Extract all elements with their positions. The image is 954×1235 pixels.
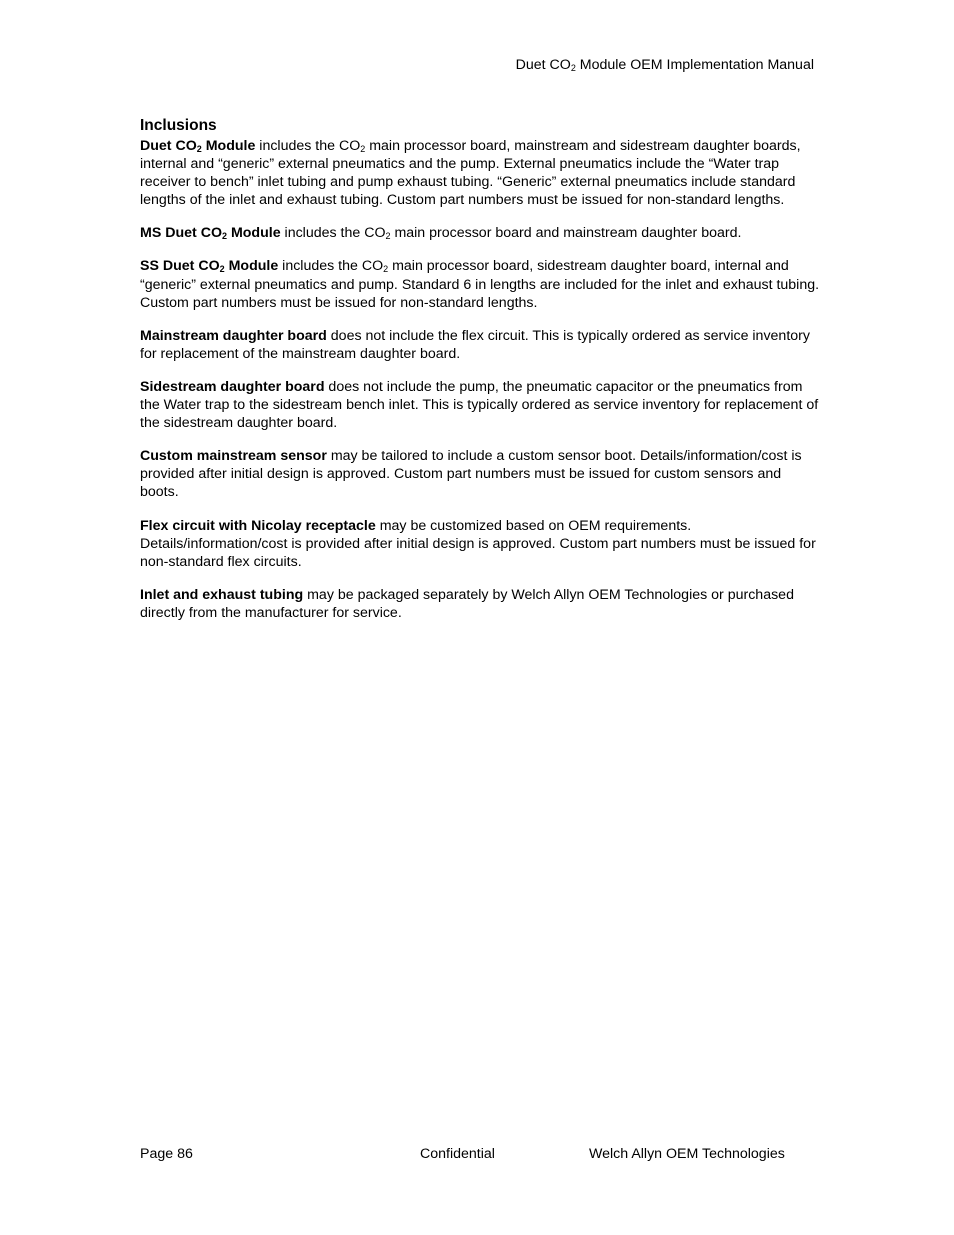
term-sidestream-daughter-board: Sidestream daughter board [140, 378, 325, 395]
paragraph-text: includes the CO [278, 258, 384, 275]
term-flex-circuit: Flex circuit with Nicolay receptacle [140, 517, 376, 534]
paragraph-flex-circuit [140, 517, 820, 571]
term-subscript: 2 [219, 264, 225, 275]
paragraph-text: may be tailored to include a custom sensor boot. Details/information/cost is provided after initial design is approved. Custom part numbers must be issued for custom sensors and boots. [140, 448, 802, 501]
term-ss-duet-module [140, 258, 278, 274]
term-subscript: 2 [221, 231, 227, 242]
paragraph-text: includes the CO [255, 138, 361, 154]
paragraph-ms-duet-module [140, 224, 820, 242]
term-text: MS Duet CO [140, 225, 222, 242]
paragraph-subscript: 2 [360, 144, 366, 154]
term-text: Module [224, 258, 279, 275]
paragraph-text: does not include the pump, the pneumatic capacitor or the pneumatics from the Water trap to the sidestream bench inlet. This is typically ordered as service inventory for replacement of the sidestream daughter board. [140, 378, 819, 432]
paragraph-sidestream-daughter-board [140, 378, 820, 432]
header-title-sub: 2 [570, 63, 576, 73]
term-text: Module [201, 138, 256, 154]
paragraph-duet-module [140, 137, 820, 209]
paragraph-text: main processor board, sidestream daughter board, internal and “generic” external pneumatics and pump. Standard 6 in lengths are included for the inlet and exhaust tubing. Custom part numbers must be issued for non-standard lengths. [140, 258, 820, 311]
term-duet-module [140, 138, 255, 154]
term-text: SS Duet CO [140, 258, 220, 275]
header-title-post: Module OEM Implementation Manual [575, 57, 814, 73]
paragraph-text: may be packaged separately by Welch Allyn OEM Technologies or purchased directly from the manufacturer for service. [140, 586, 794, 621]
paragraph-subscript: 2 [385, 231, 391, 242]
footer-page-number: Page 86 [140, 1146, 193, 1162]
paragraph-subscript: 2 [383, 264, 389, 275]
term-text: Module [227, 225, 281, 242]
paragraph-text: main processor board and mainstream daughter board. [390, 225, 742, 242]
paragraph-text: main processor board, mainstream and sidestream daughter boards, internal and “generic” external pneumatics and the pump. External pneumatics include the “Water trap receiver to bench” inlet tubing and pump exhaust tubing. “Generic” external pneumatics include standard lengths of the inlet and exhaust tubing. Custom part numbers must be issued for non-standard lengths. [140, 138, 801, 209]
footer-confidential: Confidential [420, 1146, 495, 1162]
paragraph-mainstream-daughter-board [140, 327, 820, 363]
term-mainstream-daughter-board: Mainstream daughter board [140, 327, 327, 344]
paragraph-inlet-exhaust-tubing [140, 586, 820, 622]
section-title: Inclusions [140, 117, 217, 134]
term-inlet-exhaust-tubing: Inlet and exhaust tubing [140, 586, 304, 603]
paragraph-text: includes the CO [280, 225, 386, 242]
page-content [140, 116, 820, 637]
paragraph-text: may be customized based on OEM requirements. Details/information/cost is provided after initial design is approved. Custom part numbers must be issued for non-standard flex circuits. [140, 517, 816, 570]
paragraph-text: does not include the flex circuit. This is typically ordered as service inventory for replacement of the mainstream daughter board. [140, 327, 810, 362]
term-custom-mainstream-sensor: Custom mainstream sensor [140, 448, 327, 465]
term-ms-duet-module [140, 225, 281, 241]
paragraph-ss-duet-module [140, 257, 820, 311]
header-title-pre: Duet CO [515, 57, 571, 73]
term-subscript: 2 [196, 144, 202, 154]
paragraph-custom-mainstream-sensor [140, 447, 820, 501]
term-text: Duet CO [140, 138, 197, 154]
footer-company: Welch Allyn OEM Technologies [589, 1146, 785, 1162]
page-header [516, 56, 814, 74]
